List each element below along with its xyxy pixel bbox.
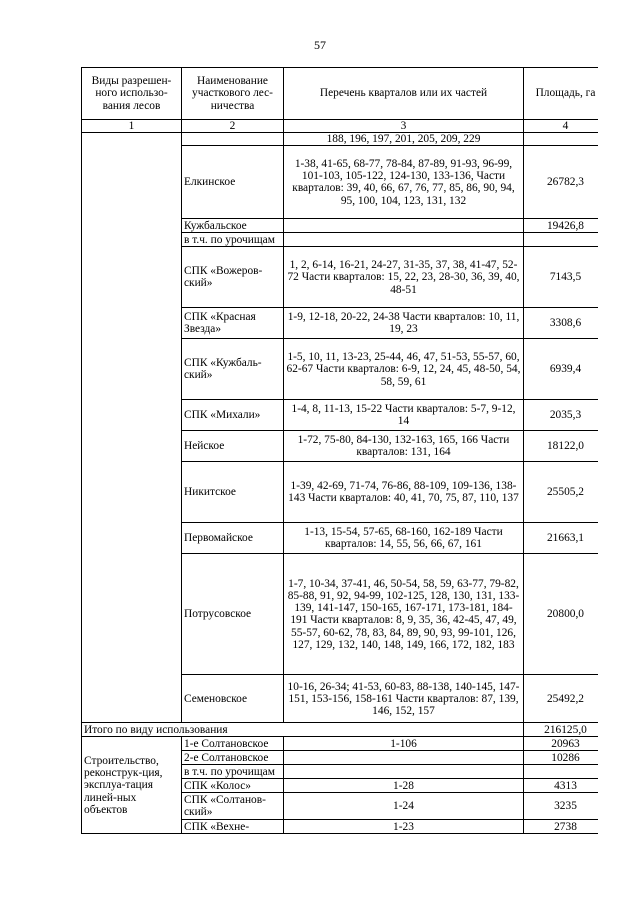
area-value [524, 133, 599, 146]
forestry-name [182, 133, 284, 146]
area-value: 3308,6 [524, 308, 599, 339]
quarters-list [284, 751, 524, 765]
header-area: Площадь, га [524, 68, 599, 120]
quarters-list: 188, 196, 197, 201, 205, 209, 229 [284, 133, 524, 146]
area-value: 2738 [524, 820, 599, 834]
total-label: Итого по виду использования [82, 723, 524, 737]
page-number: 57 [314, 38, 326, 52]
forestry-name: Потрусовское [182, 554, 284, 675]
forestry-name: СПК «Кужбаль-ский» [182, 339, 284, 400]
total-row [82, 723, 599, 737]
quarters-list: 1-72, 75-80, 84-130, 132-163, 165, 166 Части кварталов: 131, 164 [284, 431, 524, 462]
quarters-list: 1-23 [284, 820, 524, 834]
forestry-name: Кужбальское [182, 219, 284, 233]
forestry-name: Первомайское [182, 523, 284, 554]
area-value: 26782,3 [524, 146, 599, 219]
area-value: 19426,8 [524, 219, 599, 233]
table-row [82, 737, 599, 751]
forestry-name: Нейское [182, 431, 284, 462]
column-number-row [82, 120, 599, 133]
area-value: 3235 [524, 793, 599, 820]
quarters-list: 1-24 [284, 793, 524, 820]
forestry-name: 1-е Солтановское [182, 737, 284, 751]
table-row [82, 133, 599, 146]
area-value: 25505,2 [524, 462, 599, 523]
area-value [524, 233, 599, 247]
area-value: 25492,2 [524, 675, 599, 723]
forestry-name: СПК «Колос» [182, 779, 284, 793]
forestry-name: СПК «Вожеров-ский» [182, 247, 284, 308]
quarters-list [284, 233, 524, 247]
quarters-list: 1-106 [284, 737, 524, 751]
column-number: 1 [82, 120, 182, 133]
area-value: 7143,5 [524, 247, 599, 308]
column-number: 2 [182, 120, 284, 133]
forestry-name: в т.ч. по урочищам [182, 765, 284, 779]
quarters-list [284, 765, 524, 779]
quarters-list: 10-16, 26-34; 41-53, 60-83, 88-138, 140-145, 147-151, 153-156, 158-161 Части кварталов: 87, 139, 146, 152, 157 [284, 675, 524, 723]
forest-use-table [81, 67, 598, 834]
area-value: 21663,1 [524, 523, 599, 554]
forestry-name: Елкинское [182, 146, 284, 219]
quarters-list: 1-5, 10, 11, 13-23, 25-44, 46, 47, 51-53, 55-57, 60, 62-67 Части кварталов: 6-9, 12, 24, 45, 48-50, 54, 58, 59, 61 [284, 339, 524, 400]
forestry-name: Никитское [182, 462, 284, 523]
header-quarters-list: Перечень кварталов или их частей [284, 68, 524, 120]
quarters-list: 1-38, 41-65, 68-77, 78-84, 87-89, 91-93, 96-99, 101-103, 105-122, 124-130, 133-136, Части кварталов: 39, 40, 66, 67, 76, 77, 85, 86, 90, 94, 95, 100, 104, 123, 131, 132 [284, 146, 524, 219]
area-value: 18122,0 [524, 431, 599, 462]
quarters-list: 1-4, 8, 11-13, 15-22 Части кварталов: 5-7, 9-12, 14 [284, 400, 524, 431]
table-header-row [82, 68, 599, 120]
quarters-list: 1, 2, 6-14, 16-21, 24-27, 31-35, 37, 38, 41-47, 52-72 Части кварталов: 15, 22, 23, 28-30, 36, 39, 40, 48-51 [284, 247, 524, 308]
area-value: 6939,4 [524, 339, 599, 400]
quarters-list [284, 219, 524, 233]
quarters-list: 1-7, 10-34, 37-41, 46, 50-54, 58, 59, 63-77, 79-82, 85-88, 91, 92, 94-99, 102-125, 128, 130, 131, 133-139, 141-147, 150-165, 167-171, 173-181, 184-191 Части кварталов: 8, 9, 35, 36, 42-45, 47, 49, 55-57, 60-62, 78, 83, 84, 89, 90, 93, 99-101, 126, 127, 129, 132, 140, 148, 149, 166, 172, 182, 183 [284, 554, 524, 675]
total-area: 216125,0 [524, 723, 599, 737]
forestry-name: СПК «Красная Звезда» [182, 308, 284, 339]
area-value [524, 765, 599, 779]
header-forestry-name: Наименование участкового лес-ничества [182, 68, 284, 120]
area-value: 20800,0 [524, 554, 599, 675]
forestry-name: 2-е Солтановское [182, 751, 284, 765]
column-number: 4 [524, 120, 599, 133]
use-type-cell: Строительство, реконструк-ция, эксплуа-тация линей-ных объектов [82, 737, 182, 834]
forestry-name: Семеновское [182, 675, 284, 723]
use-type-cell [82, 133, 182, 723]
forestry-name: СПК «Михали» [182, 400, 284, 431]
header-use-type: Виды разрешен-ного использо-вания лесов [82, 68, 182, 120]
quarters-list: 1-39, 42-69, 71-74, 76-86, 88-109, 109-136, 138-143 Части кварталов: 40, 41, 70, 75, 87, 110, 137 [284, 462, 524, 523]
area-value: 2035,3 [524, 400, 599, 431]
forestry-name: в т.ч. по урочищам [182, 233, 284, 247]
area-value: 10286 [524, 751, 599, 765]
quarters-list: 1-28 [284, 779, 524, 793]
forestry-name: СПК «Вехне- [182, 820, 284, 834]
forest-use-table-container [81, 67, 598, 834]
area-value: 20963 [524, 737, 599, 751]
quarters-list: 1-9, 12-18, 20-22, 24-38 Части кварталов: 10, 11, 19, 23 [284, 308, 524, 339]
quarters-list: 1-13, 15-54, 57-65, 68-160, 162-189 Части кварталов: 14, 55, 56, 66, 67, 161 [284, 523, 524, 554]
area-value: 4313 [524, 779, 599, 793]
forestry-name: СПК «Солтанов-ский» [182, 793, 284, 820]
column-number: 3 [284, 120, 524, 133]
